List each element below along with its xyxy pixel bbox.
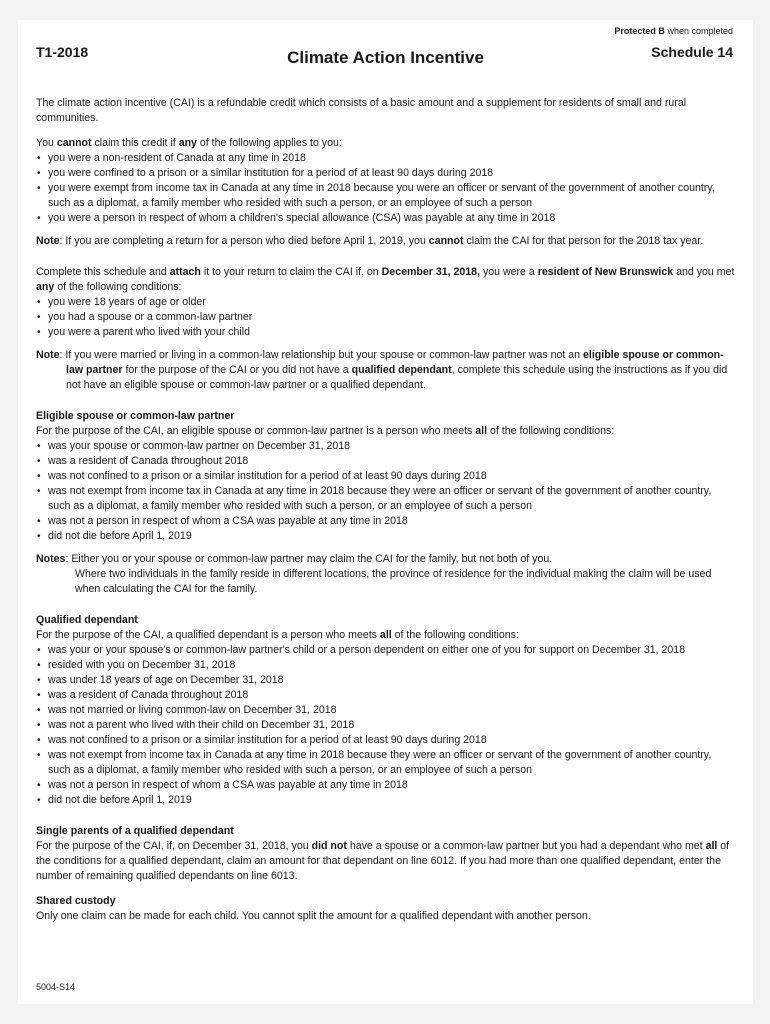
list-item: • was not a person in respect of whom a CSA was payable at any time in 2018 xyxy=(36,514,736,529)
eligible-paragraph: For the purpose of the CAI, an eligible spouse or common-law partner is a person who meets all of the following conditions: xyxy=(36,425,615,437)
list-item: • was your or your spouse's or common-law partner's child or a person dependent on either one of you for support on December 31, 2018 xyxy=(36,643,736,658)
list-item: • you were 18 years of age or older xyxy=(36,295,736,310)
notes-family: Notes: Either you or your spouse or common-law partner may claim the CAI for the family, but not both of you. xyxy=(36,553,553,565)
notes-residence: Where two individuals in the family reside in different locations, the province of residence for the individual making the claim will be used when calculating the CAI for the family. xyxy=(75,568,712,595)
form-id: T1-2018 xyxy=(36,44,89,60)
conditions-list xyxy=(36,295,736,340)
note-eligible: Note: If you were married or living in a common-law relationship but your spouse or common-law partner was not an eligible spouse or common-law partner for the purpose of the CAI or you did not have a qualified dependant, complete this schedule using the instructions as if you did not have an eligible spouse or common-law partner or a qualified dependant. xyxy=(36,349,728,391)
list-item: • was not exempt from income tax in Canada at any time in 2018 because they were an officer or servant of the government of another country, such as a diplomat, a family member who resided with such a person, or an employee of such a person xyxy=(36,484,736,514)
qualified-paragraph: For the purpose of the CAI, a qualified dependant is a person who meets all of the following conditions: xyxy=(36,629,519,641)
list-item: • you were a parent who lived with your child xyxy=(36,325,736,340)
list-item: • did not die before April 1, 2019 xyxy=(36,529,736,544)
cannot-claim-list xyxy=(36,151,736,226)
shared-custody-heading: Shared custody xyxy=(36,895,116,907)
list-item: • was not married or living common-law on December 31, 2018 xyxy=(36,703,736,718)
list-item: • resided with you on December 31, 2018 xyxy=(36,658,736,673)
list-item: • was a resident of Canada throughout 2018 xyxy=(36,454,736,469)
single-parents-paragraph: For the purpose of the CAI, if, on December 31, 2018, you did not have a spouse or a common-law partner but you had a dependant who met all of the conditions for a qualified dependant, claim an amount for that dependant on line 6012. If you had more than one qualified dependant, enter the number of remaining qualified dependants on line 6013. xyxy=(36,840,730,882)
list-item: • you were exempt from income tax in Canada at any time in 2018 because you were an officer or servant of the government of another country, such as a diplomat, a family member who resided with such a person, or an employee of such a person xyxy=(36,181,736,211)
protected-b-label: Protected B when completed xyxy=(614,26,733,36)
list-item: • was your spouse or common-law partner on December 31, 2018 xyxy=(36,439,736,454)
eligible-list xyxy=(36,439,736,544)
list-item: • was a resident of Canada throughout 2018 xyxy=(36,688,736,703)
cannot-claim-paragraph: You cannot claim this credit if any of the following applies to you: xyxy=(36,137,342,149)
list-item: • was not exempt from income tax in Canada at any time in 2018 because they were an officer or servant of the government of another country, such as a diplomat, a family member who resided with such a person, or an employee of such a person xyxy=(36,748,736,778)
list-item: • you were a person in respect of whom a children's special allowance (CSA) was payable at any time in 2018 xyxy=(36,211,736,226)
complete-paragraph: Complete this schedule and attach it to your return to claim the CAI if, on December 31, 2018, you were a resident of New Brunswick and you met any of the following conditions: xyxy=(36,266,735,293)
list-item: • did not die before April 1, 2019 xyxy=(36,793,736,808)
list-item: • you had a spouse or a common-law partner xyxy=(36,310,736,325)
list-item: • was under 18 years of age on December 31, 2018 xyxy=(36,673,736,688)
shared-custody-paragraph: Only one claim can be made for each child. You cannot split the amount for a qualified dependant with another person. xyxy=(36,910,591,922)
list-item: • was not confined to a prison or a similar institution for a period of at least 90 days during 2018 xyxy=(36,469,736,484)
schedule-number: Schedule 14 xyxy=(651,44,733,60)
single-parents-heading: Single parents of a qualified dependant xyxy=(36,825,234,837)
eligible-heading: Eligible spouse or common-law partner xyxy=(36,410,235,422)
form-code: 5004-S14 xyxy=(36,982,76,992)
qualified-heading: Qualified dependant xyxy=(36,614,138,626)
qualified-list xyxy=(36,643,736,808)
list-item: • was not a parent who lived with their child on December 31, 2018 xyxy=(36,718,736,733)
list-item: • was not a person in respect of whom a CSA was payable at any time in 2018 xyxy=(36,778,736,793)
form-body xyxy=(36,96,736,924)
list-item: • you were confined to a prison or a similar institution for a period of at least 90 days during 2018 xyxy=(36,166,736,181)
form-page xyxy=(18,20,753,1004)
list-item: • was not confined to a prison or a similar institution for a period of at least 90 days during 2018 xyxy=(36,733,736,748)
note-deceased: Note: If you are completing a return for a person who died before April 1, 2019, you cannot claim the CAI for that person for the 2018 tax year. xyxy=(36,235,704,247)
list-item: • you were a non-resident of Canada at any time in 2018 xyxy=(36,151,736,166)
intro-paragraph: The climate action incentive (CAI) is a refundable credit which consists of a basic amount and a supplement for residents of small and rural communities. xyxy=(36,97,687,124)
page-title: Climate Action Incentive xyxy=(287,48,484,67)
